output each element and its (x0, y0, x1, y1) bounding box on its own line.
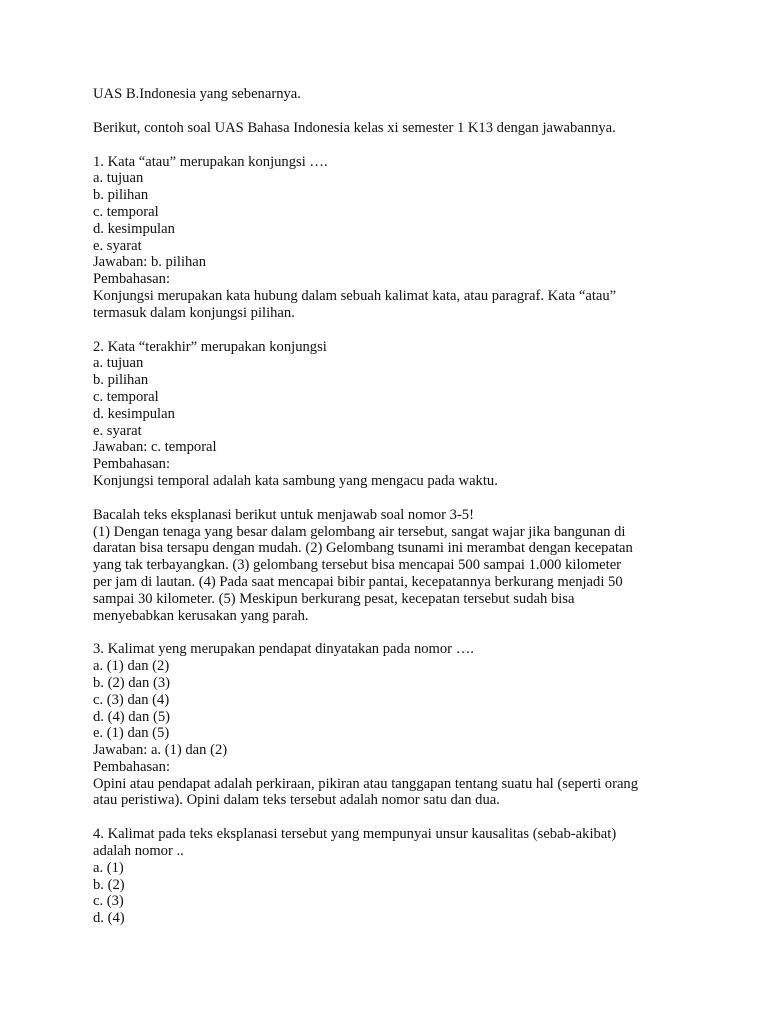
question-3-option-e: e. (1) dan (5) (93, 725, 170, 742)
question-3-option-b: b. (2) dan (3) (93, 674, 170, 691)
question-3-discussion-line: Opini atau pendapat adalah perkiraan, pikiran atau tanggapan tentang suatu hal (seperti orang (93, 775, 639, 792)
question-3-discussion-label: Pembahasan: (93, 758, 171, 775)
passage-line: (1) Dengan tenaga yang besar dalam gelombang air tersebut, sangat wajar jika bangunan di (93, 523, 626, 540)
question-2-option-e: e. syarat (93, 422, 142, 439)
question-2-option-d: d. kesimpulan (93, 405, 175, 422)
question-1-discussion-line: termasuk dalam konjungsi pilihan. (93, 304, 295, 321)
passage-line: sampai 30 kilometer. (5) Meskipun berkurang pesat, kecepatan tersebut sudah bisa (93, 590, 575, 607)
question-1 (93, 154, 693, 322)
question-1-answer: Jawaban: b. pilihan (93, 254, 207, 271)
question-4 (93, 826, 693, 927)
passage-line: daratan bisa tersapu dengan mudah. (2) Gelombang tsunami ini merambat dengan kecepatan (93, 540, 633, 557)
question-2-option-c: c. temporal (93, 388, 159, 405)
question-2-option-a: a. tujuan (93, 355, 144, 372)
passage-line: yang tak terbayangkan. (3) gelombang tersebut bisa mencapai 500 sampai 1.000 kilometer (93, 557, 622, 574)
question-1-option-a: a. tujuan (93, 170, 144, 187)
question-3-option-a: a. (1) dan (2) (93, 658, 170, 675)
question-4-option-d: d. (4) (93, 910, 125, 927)
question-4-text-line: 4. Kalimat pada teks eksplanasi tersebut yang mempunyai unsur kausalitas (sebab-akibat) (93, 826, 617, 843)
question-4-option-c: c. (3) (93, 893, 124, 910)
question-4-text-line: adalah nomor .. (93, 843, 184, 860)
question-2-answer: Jawaban: c. temporal (93, 439, 217, 456)
passage-line: per jam di lautan. (4) Pada saat mencapai bibir pantai, kecepatannya berkurang menjadi 50 (93, 573, 623, 590)
intro-line: Berikut, contoh soal UAS Bahasa Indonesia kelas xi semester 1 K13 dengan jawabannya. (93, 119, 616, 136)
question-2-discussion-line: Konjungsi temporal adalah kata sambung yang mengacu pada waktu. (93, 472, 498, 489)
document-title: UAS B.Indonesia yang sebenarnya. (93, 86, 301, 102)
question-4-option-a: a. (1) (93, 859, 124, 876)
question-3-option-c: c. (3) dan (4) (93, 691, 170, 708)
question-1-option-c: c. temporal (93, 203, 159, 220)
passage-instruction: Bacalah teks eksplanasi berikut untuk menjawab soal nomor 3-5! (93, 506, 474, 523)
question-3-discussion-line: atau peristiwa). Opini dalam teks tersebut adalah nomor satu dan dua. (93, 792, 500, 809)
passage-line: menyebabkan kerusakan yang parah. (93, 607, 309, 624)
document-body (93, 86, 693, 927)
question-2 (93, 339, 693, 490)
question-1-discussion-line: Konjungsi merupakan kata hubung dalam sebuah kalimat kata, atau paragraf. Kata “atau” (93, 287, 617, 304)
question-3-text: 3. Kalimat yeng merupakan pendapat dinyatakan pada nomor …. (93, 641, 474, 658)
question-3-option-d: d. (4) dan (5) (93, 708, 170, 725)
question-1-option-e: e. syarat (93, 237, 142, 254)
question-1-option-b: b. pilihan (93, 187, 149, 204)
question-2-discussion-label: Pembahasan: (93, 456, 171, 473)
question-3 (93, 641, 693, 809)
question-2-option-b: b. pilihan (93, 372, 149, 389)
question-1-option-d: d. kesimpulan (93, 220, 175, 237)
question-1-text: 1. Kata “atau” merupakan konjungsi …. (93, 153, 328, 170)
question-2-text: 2. Kata “terakhir” merupakan konjungsi (93, 338, 327, 355)
question-4-option-b: b. (2) (93, 876, 125, 893)
question-3-answer: Jawaban: a. (1) dan (2) (93, 742, 228, 759)
explanation-passage (93, 507, 693, 625)
question-1-discussion-label: Pembahasan: (93, 271, 171, 288)
